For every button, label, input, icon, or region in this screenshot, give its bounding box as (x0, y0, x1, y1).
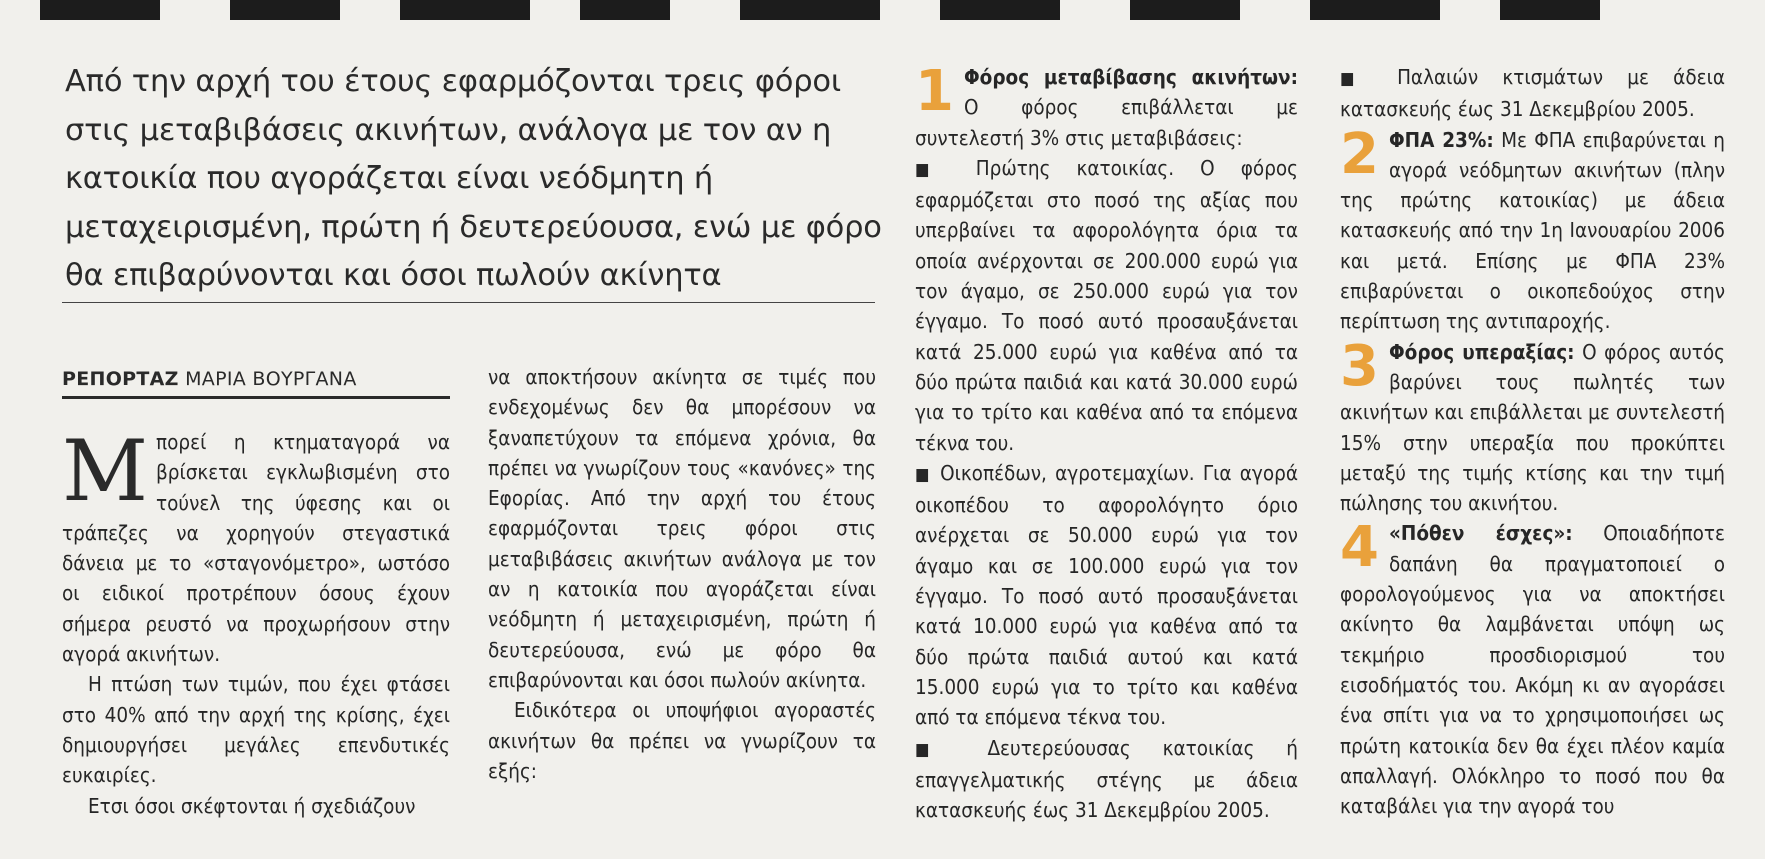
list-item-3 (1340, 333, 1725, 519)
drop-cap: Μ (62, 422, 149, 520)
column-4 (1340, 62, 1725, 821)
bullet-square-icon: ■ (1340, 69, 1373, 89)
item-number: 1 (915, 59, 954, 124)
headline-remnant (40, 0, 1740, 20)
paragraph: να αποκτήσουν ακίνητα σε τιμές που ενδεχομένως δεν θα μπορέσουν να ξαναπετύχουν τα επόμενα χρόνια, θα πρέπει να γνωρίζουν τους «κανόνες» της Εφορίας. Από την αρχή του έτους εφαρμόζονται τρεις φόροι στις μεταβιβάσεις ακινήτων ανάλογα με τον αν η κατοικία που αγοράζεται είναι νεόδμητη ή μεταχειρισμένη, πρώτη ή δευτερεύουσα, ενώ με φόρο θα επιβαρύνονται και όσοι πωλούν ακίνητα. (488, 365, 876, 692)
item-title: «Πόθεν έσχες»: (1388, 521, 1573, 546)
bullet-text: Δευτερεύουσας κατοικίας ή επαγγελματικής στέγης με άδεια κατασκευής έως 31 Δεκεμβρίου 2005. (915, 735, 1298, 823)
bullet-item (915, 153, 1298, 458)
paragraph-text: πορεί η κτηματαγορά να βρίσκεται εγκλωβισμένη στο τούνελ της ύφεσης και οι τράπεζες να χορηγούν στεγαστικά δάνεια με το «σταγονόμετρο», ωστόσο οι ειδικοί προτρέπουν όσους έχουν σήμερα ρευστό να προχωρήσουν στην αγορά ακινήτων. (62, 430, 450, 667)
paragraph: Ειδικότερα οι υποψήφιοι αγοραστές ακινήτων θα πρέπει να γνωρίζουν τα εξής: (488, 698, 876, 783)
bullet-item (1340, 62, 1725, 125)
item-text: Ο φόρος αυτός βαρύνει τους πωλητές των ακινήτων και επιβάλλεται με συντελεστή 15% στην υπεραξία που προκύπτει μεταξύ της τιμής κτίσης και την τιμή πώλησης του ακινήτου. (1340, 339, 1725, 516)
bullet-text: Οικοπέδων, αγροτεμαχίων. Για αγορά οικοπέδου το αφορολόγητο όριο ανέρχεται σε 50.000 ευρώ για τον άγαμο και σε 100.000 ευρώ για τον έγγαμο. Το ποσό αυτό προσαυξάνεται κατά 10.000 ευρώ για καθένα από τα δύο πρώτα παιδιά αυτού και κατά 15.000 ευρώ για το τρίτο και καθένα από τα επόμενα τέκνα του. (915, 460, 1299, 730)
column-2 (488, 362, 876, 786)
column-3 (915, 59, 1299, 825)
bullet-square-icon: ■ (915, 159, 950, 180)
item-text: Ο φόρος επιβάλλεται με συντελεστή 3% στις μεταβιβάσεις: (915, 95, 1298, 150)
item-number: 2 (1340, 121, 1379, 187)
column-1 (62, 422, 450, 821)
list-item-2 (1340, 121, 1725, 337)
item-title: Φόρος υπεραξίας: (1388, 339, 1575, 364)
byline (62, 368, 450, 399)
byline-author: ΜΑΡΙΑ ΒΟΥΡΓΑΝΑ (185, 368, 357, 390)
paragraph: Η πτώση των τιμών, που έχει φτάσει στο 40% από την αρχή της κρίσης, έχει δημιουργήσει μεγάλες επενδυτικές ευκαιρίες. (62, 672, 450, 788)
item-number: 3 (1340, 333, 1379, 399)
divider (62, 302, 875, 303)
bullet-item (915, 458, 1298, 733)
byline-label: ΡΕΠΟΡΤΑΖ (62, 368, 179, 390)
list-item-1 (915, 59, 1298, 153)
bullet-square-icon: ■ (915, 739, 956, 760)
list-item-4 (1340, 515, 1725, 821)
standfirst: Από την αρχή του έτους εφαρμόζονται τρεις φόροι στις μεταβιβάσεις ακινήτων, ανάλογα με τον αν η κατοικία που αγοράζεται είναι νεόδμητη ή μεταχειρισμένη, πρώτη ή δευτερεύουσα, ενώ με φόρο θα επιβαρύνονται και όσοι πωλούν ακίνητα (65, 64, 882, 293)
item-number: 4 (1340, 515, 1379, 581)
bullet-text: Πρώτης κατοικίας. Ο φόρος εφαρμόζεται στο ποσό της αξίας που υπερβαίνει τα αφορολόγητα όρια τα οποία ανέρχονται σε 200.000 ευρώ για τον άγαμο, σε 250.000 ευρώ για τον έγγαμο. Το ποσό αυτό προσαυξάνεται κατά 25.000 ευρώ για καθένα από τα δύο πρώτα παιδιά και κατά 30.000 ευρώ για το τρίτο και καθένα από τα επόμενα τέκνα του. (915, 155, 1299, 455)
paragraph: Ετσι όσοι σκέφτονται ή σχεδιάζουν (88, 793, 416, 818)
item-title: Φόρος μεταβίβασης ακινήτων: (963, 65, 1298, 89)
bullet-text: Παλαιών κτισμάτων με άδεια κατασκευής έως 31 Δεκεμβρίου 2005. (1340, 65, 1725, 122)
paragraph-lead (62, 422, 450, 669)
item-title: ΦΠΑ 23%: (1388, 127, 1494, 152)
bullet-square-icon: ■ (915, 464, 932, 485)
item-text: Οποιαδήποτε δαπάνη θα πραγματοποιεί ο φορολογούμενος για να αποκτήσει ακίνητο θα λαμβάνεται υπόψη ως τεκμήριο προσδιορισμού του εισοδήματός του. Ακόμη κι αν αγοράσει ένα σπίτι για να το χρησιμοποιήσει ως πρώτη κατοικία δεν θα έχει πλέον καμία απαλλαγή. Ολόκληρο το ποσό που θα καταβάλει για την αγορά του (1340, 521, 1725, 819)
bullet-item (915, 733, 1298, 826)
item-text: Με ΦΠΑ επιβαρύνεται η αγορά νεόδμητων ακινήτων (πλην της πρώτης κατοικίας) με άδεια κατασκευής από την 1η Ιανουαρίου 2006 και μετά. Επίσης με ΦΠΑ 23% επιβαρύνεται ο οικοπεδούχος στην περίπτωση της αντιπαροχής. (1340, 127, 1725, 334)
